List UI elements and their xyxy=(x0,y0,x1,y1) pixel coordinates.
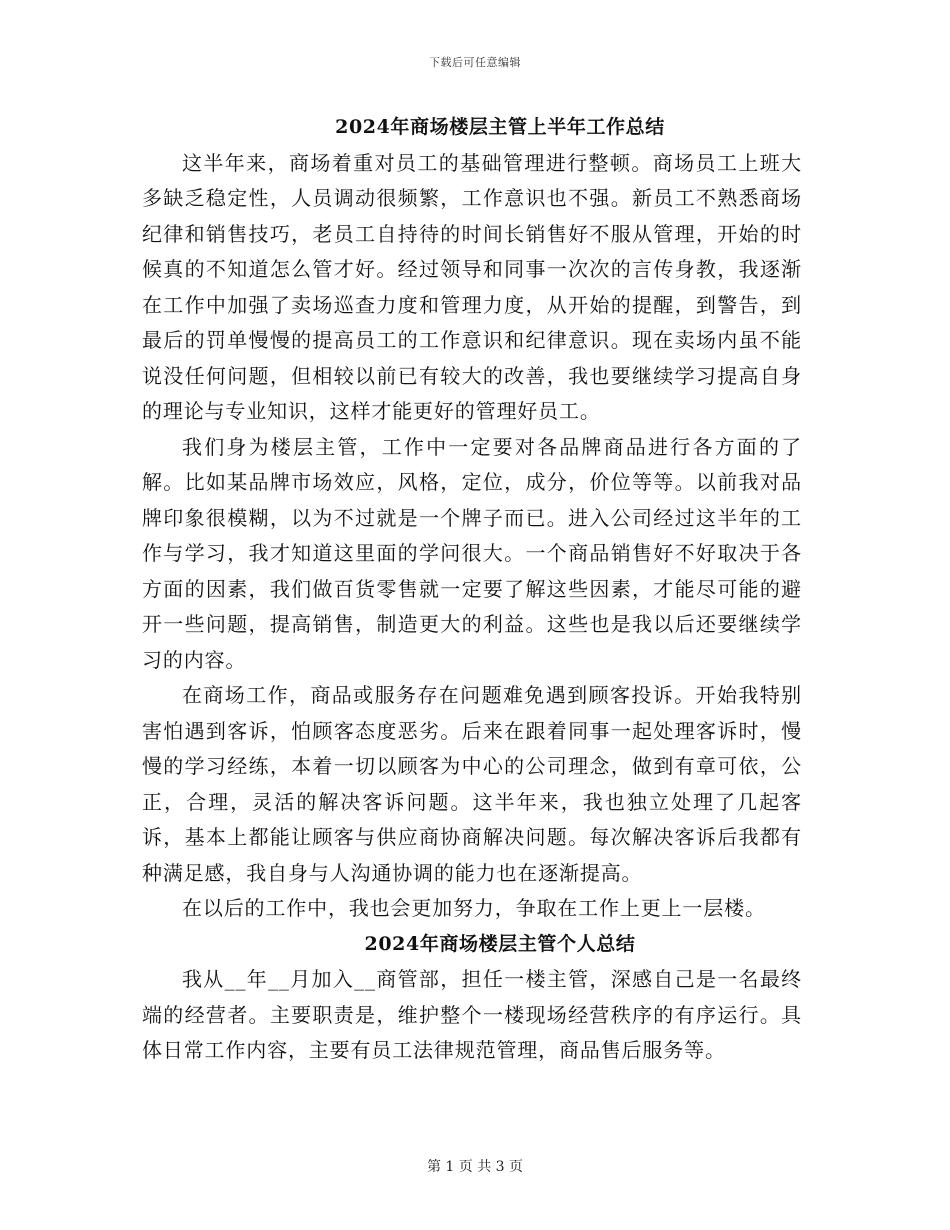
header-note: 下载后可任意编辑 xyxy=(429,56,521,69)
paragraph: 在以后的工作中，我也会更加努力，争取在工作上更上一层楼。 xyxy=(182,896,766,920)
paragraph: 这半年来，商场着重对员工的基础管理进行整顿。商场员工上班大多缺乏稳定性，人员调动很频繁，工作意识也不强。新员工不熟悉商场纪律和销售技巧，老员工自持待的时间长销售好不服从管理，开始的时候真的不知道怎么管才好。经过领导和同事一次次的言传身教，我逐渐在工作中加强了卖场巡查力度和管理力度，从开始的提醒，到警告，到最后的罚单慢慢的提高员工的工作意识和纪律意识。现在卖场内虽不能说没任何问题，但相较以前已有较大的改善，我也要继续学习提高自身的理论与专业知识，这样才能更好的管理好员工。 xyxy=(142,150,802,423)
document-body xyxy=(142,110,802,1069)
page-number: 第 1 页 共 3 页 xyxy=(426,1159,524,1175)
paragraph: 我们身为楼层主管，工作中一定要对各品牌商品进行各方面的了解。比如某品牌市场效应，风格，定位，成分，价位等等。以前我对品牌印象很模糊，以为不过就是一个牌子而已。进入公司经过这半年的工作与学习，我才知道这里面的学问很大。一个商品销售好不好取决于各方面的因素，我们做百货零售就一定要了解这些因素，才能尽可能的避开一些问题，提高销售，制造更大的利益。这些也是我以后还要继续学习的内容。 xyxy=(142,434,802,672)
paragraph: 我从__年__月加入__商管部，担任一楼主管，深感自己是一名最终端的经营者。主要职责是，维护整个一楼现场经营秩序的有序运行。具体日常工作内容，主要有员工法律规范管理，商品售后服务等。 xyxy=(142,967,802,1062)
section-title-1: 2024年商场楼层主管上半年工作总结 xyxy=(335,116,665,138)
paragraph: 在商场工作，商品或服务存在问题难免遇到顾客投诉。开始我特别害怕遇到客诉，怕顾客态度恶劣。后来在跟着同事一起处理客诉时，慢慢的学习经练，本着一切以顾客为中心的公司理念，做到有章可依，公正，合理，灵活的解决客诉问题。这半年来，我也独立处理了几起客诉，基本上都能让顾客与供应商协商解决问题。每次解决客诉后我都有种满足感，我自身与人沟通协调的能力也在逐渐提高。 xyxy=(142,683,802,885)
section-title-2: 2024年商场楼层主管个人总结 xyxy=(364,932,636,955)
